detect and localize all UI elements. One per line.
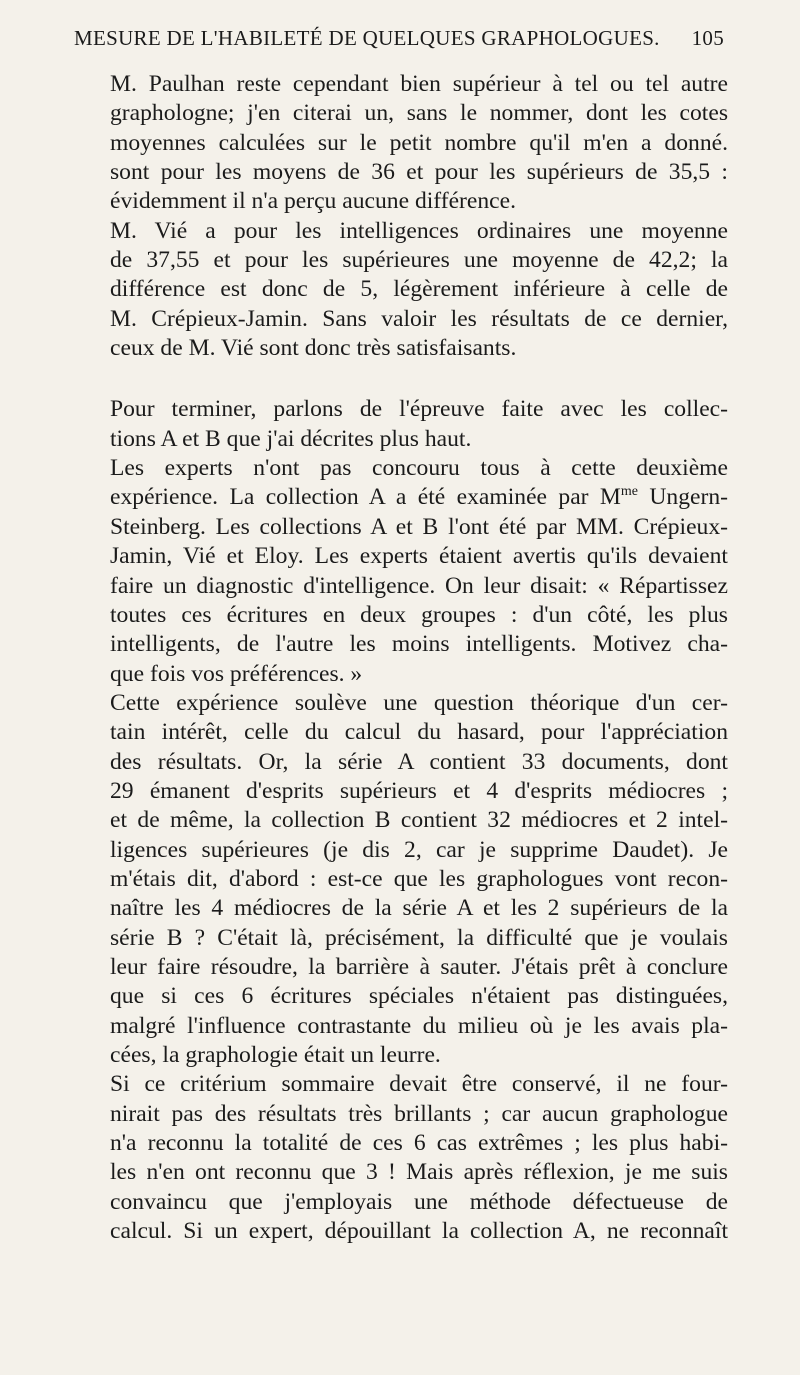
text-line: calcul. Si un expert, dépouillant la collection A, ne reconnaît — [110, 1218, 728, 1245]
text-line: nirait pas des résultats très brillants ; car aucun graphologue — [110, 1100, 728, 1127]
text-line: Pour terminer, parlons de l'épreuve faite avec les collec- — [110, 396, 728, 423]
text-line: intelligents, de l'autre les moins intelligents. Motivez cha- — [110, 631, 728, 658]
text-line: leur faire résoudre, la barrière à sauter. J'étais prêt à conclure — [110, 953, 728, 980]
text-line: moyennes calculées sur le petit nombre qu'il m'en a donné. — [110, 129, 728, 156]
page-number: 105 — [691, 26, 724, 50]
text-line: graphologne; j'en citerai un, sans le nommer, dont les cotes — [110, 100, 728, 127]
paragraph — [74, 689, 728, 1070]
text-line: les n'en ont reconnu que 3 ! Mais après réflexion, je me suis — [110, 1159, 728, 1186]
text-line: toutes ces écritures en deux groupes : d'un côté, les plus — [110, 601, 728, 628]
text-line: malgré l'influence contrastante du milieu où je les avais pla- — [110, 1012, 728, 1039]
text-line: que fois vos préférences. » — [110, 660, 363, 687]
paragraph — [74, 70, 728, 217]
paragraph — [74, 454, 728, 689]
text-line: tain intérêt, celle du calcul du hasard, pour l'appréciation — [110, 719, 728, 746]
paragraph — [74, 217, 728, 364]
text-line: naître les 4 médiocres de la série A et les 2 supérieurs de la — [110, 895, 728, 922]
text-line: série B ? C'était là, précisément, la difficulté que je voulais — [110, 924, 728, 951]
paragraph — [74, 1070, 728, 1246]
text-line: différence est donc de 5, légèrement inférieure à celle de — [110, 276, 728, 303]
text-line: faire un diagnostic d'intelligence. On leur disait: « Répartissez — [110, 572, 728, 599]
text-line: ceux de M. Vié sont donc très satisfaisants. — [110, 335, 517, 362]
body-text — [74, 70, 728, 1246]
text-line: expérience. La collection A a été examinée par $M^{me}$ Ungern- — [110, 484, 729, 511]
text-line: 29 émanent d'esprits supérieurs et 4 d'esprits médiocres ; — [110, 777, 728, 804]
text-line: sont pour les moyens de 36 et pour les supérieurs de 35,5 : — [110, 159, 728, 186]
text-line: Cette expérience soulève une question théorique d'un cer- — [110, 689, 728, 716]
running-title: MESURE DE L'HABILETÉ DE QUELQUES GRAPHOLOGUES. — [74, 26, 660, 50]
text-line: convaincu que j'employais une méthode défectueuse de — [110, 1188, 728, 1215]
text-line: ligences supérieures (je dis 2, car je supprime Daudet). Je — [110, 836, 728, 863]
paragraph — [74, 395, 728, 454]
text-line: Jamin, Vié et Eloy. Les experts étaient avertis qu'ils devaient — [110, 543, 728, 570]
text-line: m'étais dit, d'abord : est-ce que les graphologues vont recon- — [110, 865, 728, 892]
text-line: Si ce critérium sommaire devait être conservé, il ne four- — [110, 1071, 728, 1098]
text-line: n'a reconnu la totalité de ces 6 cas extrêmes ; les plus habi- — [110, 1130, 728, 1157]
text-line: évidemment il n'a perçu aucune différence. — [110, 188, 517, 215]
text-line: et de même, la collection B contient 32 médiocres et 2 intel- — [110, 807, 728, 834]
text-line: M. Paulhan reste cependant bien supérieur à tel ou tel autre — [110, 71, 728, 97]
text-line: que si ces 6 écritures spéciales n'étaient pas distinguées, — [110, 983, 728, 1010]
text-line: M. Vié a pour les intelligences ordinaires une moyenne — [110, 217, 728, 244]
text-line: tions A et B que j'ai décrites plus haut. — [110, 425, 472, 452]
text-line: Les experts n'ont pas concouru tous à cette deuxième — [110, 455, 728, 482]
text-line: des résultats. Or, la série A contient 33 documents, dont — [110, 748, 728, 775]
text-line: cées, la graphologie était un leurre. — [110, 1042, 441, 1068]
text-line: M. Crépieux-Jamin. Sans valoir les résultats de ce dernier, — [110, 305, 728, 332]
text-line: de 37,55 et pour les supérieures une moyenne de 42,2; la — [110, 247, 728, 274]
text-line: Steinberg. Les collections A et B l'ont été par MM. Crépieux- — [110, 513, 728, 540]
